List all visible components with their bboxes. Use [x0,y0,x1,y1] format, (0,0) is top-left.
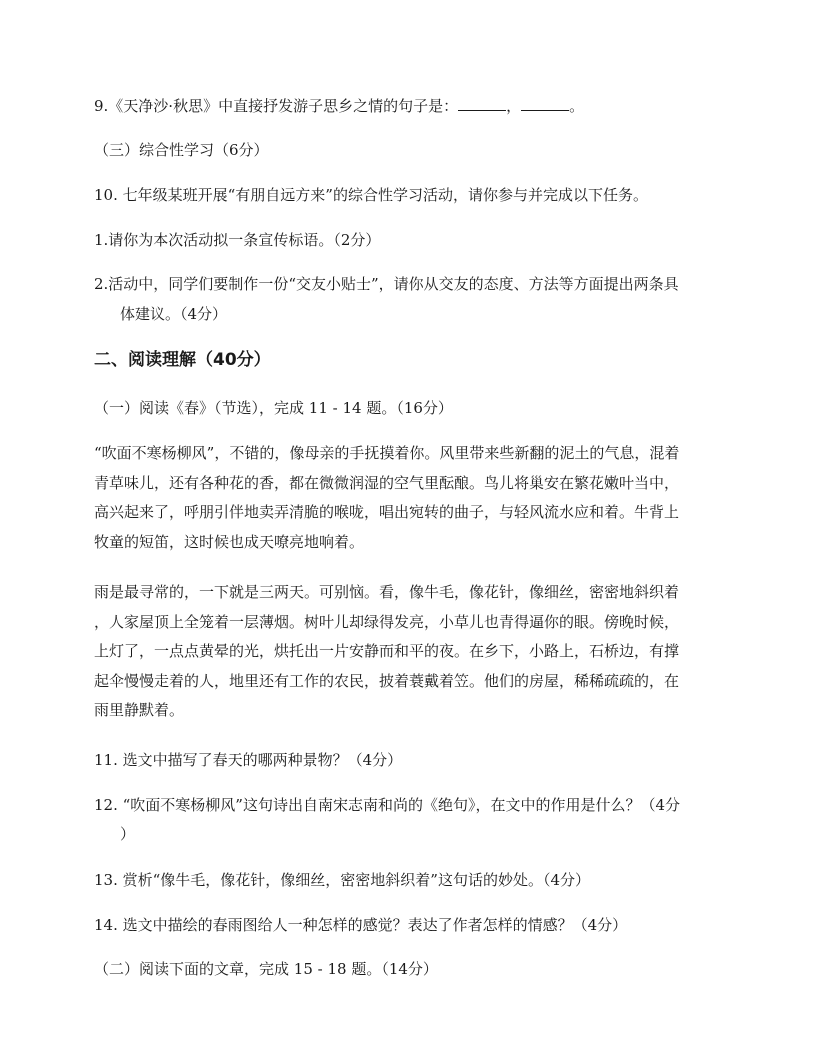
question-12-line-1: 12. “吹面不寒杨柳风”这句诗出自南宋志南和尚的《绝句》，在文中的作用是什么？（4分 [94,796,681,814]
section-3-heading: （三）综合性学习（6分） [94,141,269,159]
part-2-heading: 二、阅读理解（40分） [94,350,271,370]
passage-paragraph-2 [94,578,724,726]
passage-1-line: 青草味儿，还有各种花的香，都在微微润湿的空气里酝酿。鸟儿将巢安在繁花嫩叶当中， [94,473,680,492]
answer-blank-1[interactable] [458,96,506,111]
question-13: 13. 赏析“像牛毛，像花针，像细丝，密密地斜织着”这句话的妙处。（4分） [94,871,591,889]
question-10-2-line-1: 2.活动中，同学们要制作一份“交友小贴士”，请你从交友的态度、方法等方面提出两条具 [94,275,679,293]
question-9 [94,96,724,116]
question-11: 11. 选文中描写了春天的哪两种景物？（4分） [94,751,403,769]
question-12-line-2: ） [120,825,136,843]
passage-2-line: 上灯了，一点点黄晕的光，烘托出一片安静而和平的夜。在乡下，小路上，石桥边，有撑 [94,642,680,660]
passage-2-line: 雨是最寻常的，一下就是三两天。可别恼。看，像牛毛，像花针，像细丝，密密地斜织着 [94,583,680,601]
question-10-1: 1.请你为本次活动拟一条宣传标语。（2分） [94,231,381,249]
passage-1-line: “吹面不寒杨柳风”，不错的，像母亲的手抚摸着你。风里带来些新翻的泥土的气息，混着 [94,444,680,462]
passage-1-line: 牧童的短笛，这时候也成天嘹亮地响着。 [94,532,365,551]
passage-2-line: 起伞慢慢走着的人，地里还有工作的农民，披着蓑戴着笠。他们的房屋，稀稀疏疏的，在 [94,671,680,690]
passage-1-line: 高兴起来了，呼朋引伴地卖弄清脆的喉咙，唱出宛转的曲子，与轻风流水应和着。牛背上 [94,503,680,521]
passage-paragraph-1 [94,439,724,557]
question-9-text: 9.《天净沙·秋思》中直接抒发游子思乡之情的句子是： [94,97,459,115]
reading-2-heading: （二）阅读下面的文章，完成 15 - 18 题。（14分） [94,960,438,978]
answer-blank-2[interactable] [521,96,569,111]
question-9-end: 。 [569,97,585,115]
question-9-separator: ， [506,97,522,115]
reading-1-heading: （一）阅读《春》（节选），完成 11 - 14 题。（16分） [94,399,453,417]
passage-2-line: 雨里静默着。 [94,701,185,719]
question-10: 10. 七年级某班开展“有朋自远方来”的综合性学习活动，请你参与并完成以下任务。 [94,186,648,204]
question-14: 14. 选文中描绘的春雨图给人一种怎样的感觉？表达了作者怎样的情感？（4分） [94,916,628,934]
passage-2-line: ，人家屋顶上全笼着一层薄烟。树叶儿却绿得发亮，小草儿也青得逼你的眼。傍晚时候， [94,612,680,631]
question-10-2-line-2: 体建议。（4分） [120,305,228,323]
